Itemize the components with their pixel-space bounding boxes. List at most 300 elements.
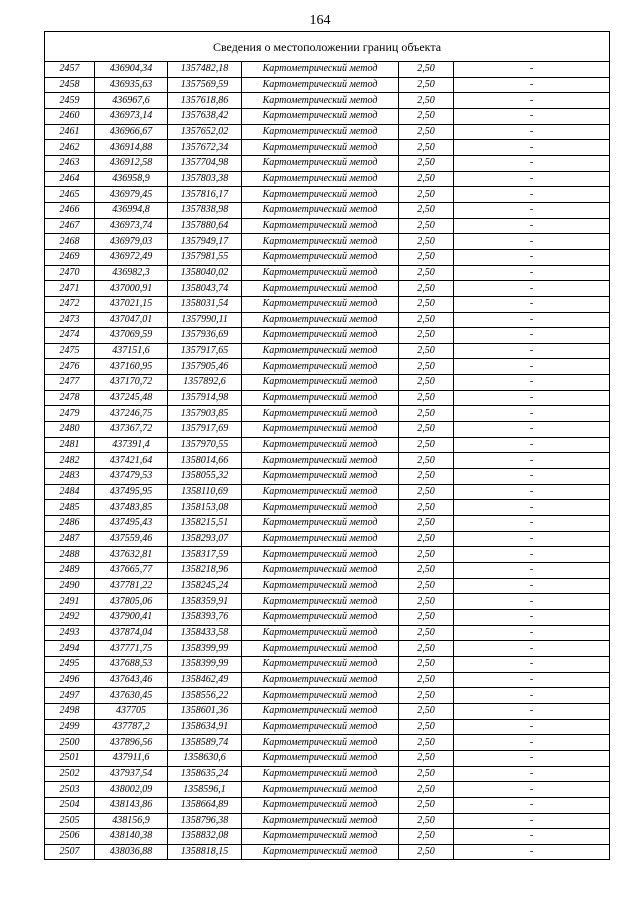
method-cell: Картометрический метод: [242, 328, 399, 344]
point-number-cell: 2496: [45, 672, 95, 688]
table-row: [45, 312, 610, 328]
x-coordinate-cell: 437911,6: [95, 750, 168, 766]
note-cell: -: [454, 187, 610, 203]
x-coordinate-cell: 436979,45: [95, 187, 168, 203]
x-coordinate-cell: 438036,88: [95, 844, 168, 860]
x-coordinate-cell: 437771,75: [95, 641, 168, 657]
y-coordinate-cell: 1357990,11: [168, 312, 242, 328]
accuracy-cell: 2,50: [399, 93, 454, 109]
point-number-cell: 2457: [45, 62, 95, 78]
method-cell: Картометрический метод: [242, 422, 399, 438]
note-cell: -: [454, 328, 610, 344]
note-cell: -: [454, 735, 610, 751]
y-coordinate-cell: 1357652,02: [168, 124, 242, 140]
note-cell: -: [454, 390, 610, 406]
y-coordinate-cell: 1357970,55: [168, 437, 242, 453]
accuracy-cell: 2,50: [399, 328, 454, 344]
x-coordinate-cell: 436973,14: [95, 108, 168, 124]
accuracy-cell: 2,50: [399, 813, 454, 829]
note-cell: -: [454, 453, 610, 469]
method-cell: Картометрический метод: [242, 124, 399, 140]
point-number-cell: 2466: [45, 202, 95, 218]
method-cell: Картометрический метод: [242, 265, 399, 281]
note-cell: -: [454, 813, 610, 829]
y-coordinate-cell: 1358040,02: [168, 265, 242, 281]
method-cell: Картометрический метод: [242, 390, 399, 406]
accuracy-cell: 2,50: [399, 516, 454, 532]
point-number-cell: 2487: [45, 531, 95, 547]
y-coordinate-cell: 1358014,66: [168, 453, 242, 469]
method-cell: Картометрический метод: [242, 829, 399, 845]
y-coordinate-cell: 1357981,55: [168, 249, 242, 265]
point-number-cell: 2467: [45, 218, 95, 234]
point-number-cell: 2507: [45, 844, 95, 860]
point-number-cell: 2500: [45, 735, 95, 751]
x-coordinate-cell: 437069,59: [95, 328, 168, 344]
table-row: [45, 766, 610, 782]
y-coordinate-cell: 1357816,17: [168, 187, 242, 203]
y-coordinate-cell: 1358245,24: [168, 578, 242, 594]
x-coordinate-cell: 437632,81: [95, 547, 168, 563]
point-number-cell: 2473: [45, 312, 95, 328]
point-number-cell: 2495: [45, 656, 95, 672]
point-number-cell: 2463: [45, 155, 95, 171]
point-number-cell: 2462: [45, 140, 95, 156]
x-coordinate-cell: 438143,86: [95, 797, 168, 813]
note-cell: -: [454, 609, 610, 625]
note-cell: -: [454, 797, 610, 813]
table-row: [45, 140, 610, 156]
table-row: [45, 672, 610, 688]
point-number-cell: 2490: [45, 578, 95, 594]
table-row: [45, 202, 610, 218]
x-coordinate-cell: 437781,22: [95, 578, 168, 594]
note-cell: -: [454, 703, 610, 719]
y-coordinate-cell: 1357949,17: [168, 234, 242, 250]
x-coordinate-cell: 436972,49: [95, 249, 168, 265]
accuracy-cell: 2,50: [399, 234, 454, 250]
y-coordinate-cell: 1357914,98: [168, 390, 242, 406]
accuracy-cell: 2,50: [399, 437, 454, 453]
y-coordinate-cell: 1358630,6: [168, 750, 242, 766]
point-number-cell: 2505: [45, 813, 95, 829]
table-row: [45, 500, 610, 516]
accuracy-cell: 2,50: [399, 296, 454, 312]
note-cell: -: [454, 234, 610, 250]
point-number-cell: 2461: [45, 124, 95, 140]
method-cell: Картометрический метод: [242, 766, 399, 782]
y-coordinate-cell: 1358399,99: [168, 641, 242, 657]
method-cell: Картометрический метод: [242, 281, 399, 297]
accuracy-cell: 2,50: [399, 359, 454, 375]
method-cell: Картометрический метод: [242, 437, 399, 453]
table-row: [45, 422, 610, 438]
point-number-cell: 2464: [45, 171, 95, 187]
y-coordinate-cell: 1358596,1: [168, 782, 242, 798]
note-cell: -: [454, 594, 610, 610]
point-number-cell: 2472: [45, 296, 95, 312]
note-cell: -: [454, 343, 610, 359]
point-number-cell: 2491: [45, 594, 95, 610]
accuracy-cell: 2,50: [399, 202, 454, 218]
x-coordinate-cell: 437665,77: [95, 563, 168, 579]
x-coordinate-cell: 436979,03: [95, 234, 168, 250]
method-cell: Картометрический метод: [242, 62, 399, 78]
point-number-cell: 2470: [45, 265, 95, 281]
table-row: [45, 782, 610, 798]
accuracy-cell: 2,50: [399, 375, 454, 391]
x-coordinate-cell: 437021,15: [95, 296, 168, 312]
note-cell: -: [454, 77, 610, 93]
x-coordinate-cell: 437688,53: [95, 656, 168, 672]
table-row: [45, 547, 610, 563]
y-coordinate-cell: 1358634,91: [168, 719, 242, 735]
page-number: 164: [309, 13, 331, 28]
note-cell: -: [454, 641, 610, 657]
method-cell: Картометрический метод: [242, 625, 399, 641]
note-cell: -: [454, 656, 610, 672]
method-cell: Картометрический метод: [242, 547, 399, 563]
x-coordinate-cell: 436958,9: [95, 171, 168, 187]
table-row: [45, 155, 610, 171]
x-coordinate-cell: 437421,64: [95, 453, 168, 469]
x-coordinate-cell: 437246,75: [95, 406, 168, 422]
accuracy-cell: 2,50: [399, 218, 454, 234]
x-coordinate-cell: 437495,95: [95, 484, 168, 500]
table-row: [45, 390, 610, 406]
y-coordinate-cell: 1358832,08: [168, 829, 242, 845]
y-coordinate-cell: 1357803,38: [168, 171, 242, 187]
note-cell: -: [454, 625, 610, 641]
table-row: [45, 124, 610, 140]
y-coordinate-cell: 1357638,42: [168, 108, 242, 124]
table-row: [45, 108, 610, 124]
y-coordinate-cell: 1358635,24: [168, 766, 242, 782]
accuracy-cell: 2,50: [399, 672, 454, 688]
y-coordinate-cell: 1357838,98: [168, 202, 242, 218]
method-cell: Картометрический метод: [242, 187, 399, 203]
point-number-cell: 2478: [45, 390, 95, 406]
point-number-cell: 2484: [45, 484, 95, 500]
x-coordinate-cell: 437937,54: [95, 766, 168, 782]
note-cell: -: [454, 422, 610, 438]
note-cell: -: [454, 265, 610, 281]
method-cell: Картометрический метод: [242, 108, 399, 124]
x-coordinate-cell: 437630,45: [95, 688, 168, 704]
y-coordinate-cell: 1358796,38: [168, 813, 242, 829]
note-cell: -: [454, 218, 610, 234]
accuracy-cell: 2,50: [399, 609, 454, 625]
x-coordinate-cell: 437391,4: [95, 437, 168, 453]
point-number-cell: 2482: [45, 453, 95, 469]
y-coordinate-cell: 1357905,46: [168, 359, 242, 375]
method-cell: Картометрический метод: [242, 93, 399, 109]
y-coordinate-cell: 1357917,65: [168, 343, 242, 359]
x-coordinate-cell: 437170,72: [95, 375, 168, 391]
y-coordinate-cell: 1358556,22: [168, 688, 242, 704]
method-cell: Картометрический метод: [242, 140, 399, 156]
y-coordinate-cell: 1357618,86: [168, 93, 242, 109]
y-coordinate-cell: 1357917,69: [168, 422, 242, 438]
y-coordinate-cell: 1357482,18: [168, 62, 242, 78]
x-coordinate-cell: 437495,43: [95, 516, 168, 532]
accuracy-cell: 2,50: [399, 844, 454, 860]
accuracy-cell: 2,50: [399, 735, 454, 751]
point-number-cell: 2468: [45, 234, 95, 250]
x-coordinate-cell: 437896,56: [95, 735, 168, 751]
method-cell: Картометрический метод: [242, 797, 399, 813]
table-row: [45, 484, 610, 500]
table-row: [45, 62, 610, 78]
method-cell: Картометрический метод: [242, 531, 399, 547]
accuracy-cell: 2,50: [399, 249, 454, 265]
method-cell: Картометрический метод: [242, 296, 399, 312]
note-cell: -: [454, 829, 610, 845]
y-coordinate-cell: 1358110,69: [168, 484, 242, 500]
x-coordinate-cell: 437483,85: [95, 500, 168, 516]
method-cell: Картометрический метод: [242, 500, 399, 516]
method-cell: Картометрический метод: [242, 375, 399, 391]
point-number-cell: 2492: [45, 609, 95, 625]
x-coordinate-cell: 437367,72: [95, 422, 168, 438]
method-cell: Картометрический метод: [242, 359, 399, 375]
method-cell: Картометрический метод: [242, 155, 399, 171]
method-cell: Картометрический метод: [242, 312, 399, 328]
y-coordinate-cell: 1358393,76: [168, 609, 242, 625]
note-cell: -: [454, 406, 610, 422]
note-cell: -: [454, 202, 610, 218]
x-coordinate-cell: 436904,34: [95, 62, 168, 78]
y-coordinate-cell: 1358664,89: [168, 797, 242, 813]
table-row: [45, 641, 610, 657]
accuracy-cell: 2,50: [399, 484, 454, 500]
method-cell: Картометрический метод: [242, 234, 399, 250]
accuracy-cell: 2,50: [399, 641, 454, 657]
table-row: [45, 797, 610, 813]
table-row: [45, 437, 610, 453]
point-number-cell: 2501: [45, 750, 95, 766]
note-cell: -: [454, 62, 610, 78]
accuracy-cell: 2,50: [399, 187, 454, 203]
table-row: [45, 77, 610, 93]
note-cell: -: [454, 296, 610, 312]
y-coordinate-cell: 1357880,64: [168, 218, 242, 234]
x-coordinate-cell: 438140,38: [95, 829, 168, 845]
table-row: [45, 656, 610, 672]
table-row: [45, 531, 610, 547]
note-cell: -: [454, 844, 610, 860]
method-cell: Картометрический метод: [242, 656, 399, 672]
x-coordinate-cell: 436966,67: [95, 124, 168, 140]
accuracy-cell: 2,50: [399, 578, 454, 594]
table-row: [45, 719, 610, 735]
point-number-cell: 2469: [45, 249, 95, 265]
note-cell: -: [454, 531, 610, 547]
method-cell: Картометрический метод: [242, 782, 399, 798]
table-row: [45, 469, 610, 485]
y-coordinate-cell: 1358218,96: [168, 563, 242, 579]
point-number-cell: 2502: [45, 766, 95, 782]
point-number-cell: 2488: [45, 547, 95, 563]
note-cell: -: [454, 672, 610, 688]
point-number-cell: 2485: [45, 500, 95, 516]
x-coordinate-cell: 437000,91: [95, 281, 168, 297]
note-cell: -: [454, 547, 610, 563]
note-cell: -: [454, 171, 610, 187]
point-number-cell: 2475: [45, 343, 95, 359]
table-row: [45, 249, 610, 265]
method-cell: Картометрический метод: [242, 343, 399, 359]
point-number-cell: 2471: [45, 281, 95, 297]
accuracy-cell: 2,50: [399, 625, 454, 641]
table-row: [45, 578, 610, 594]
note-cell: -: [454, 719, 610, 735]
method-cell: Картометрический метод: [242, 672, 399, 688]
table-row: [45, 171, 610, 187]
table-row: [45, 328, 610, 344]
method-cell: Картометрический метод: [242, 249, 399, 265]
note-cell: -: [454, 688, 610, 704]
x-coordinate-cell: 437787,2: [95, 719, 168, 735]
method-cell: Картометрический метод: [242, 594, 399, 610]
y-coordinate-cell: 1357672,34: [168, 140, 242, 156]
y-coordinate-cell: 1357936,69: [168, 328, 242, 344]
point-number-cell: 2465: [45, 187, 95, 203]
x-coordinate-cell: 437047,01: [95, 312, 168, 328]
accuracy-cell: 2,50: [399, 656, 454, 672]
method-cell: Картометрический метод: [242, 484, 399, 500]
table-row: [45, 516, 610, 532]
table-row: [45, 375, 610, 391]
method-cell: Картометрический метод: [242, 516, 399, 532]
accuracy-cell: 2,50: [399, 390, 454, 406]
accuracy-cell: 2,50: [399, 750, 454, 766]
method-cell: Картометрический метод: [242, 563, 399, 579]
point-number-cell: 2459: [45, 93, 95, 109]
accuracy-cell: 2,50: [399, 281, 454, 297]
method-cell: Картометрический метод: [242, 453, 399, 469]
table-row: [45, 93, 610, 109]
point-number-cell: 2493: [45, 625, 95, 641]
y-coordinate-cell: 1358153,08: [168, 500, 242, 516]
point-number-cell: 2504: [45, 797, 95, 813]
y-coordinate-cell: 1358601,36: [168, 703, 242, 719]
y-coordinate-cell: 1358462,49: [168, 672, 242, 688]
note-cell: -: [454, 155, 610, 171]
accuracy-cell: 2,50: [399, 171, 454, 187]
method-cell: Картометрический метод: [242, 813, 399, 829]
note-cell: -: [454, 782, 610, 798]
accuracy-cell: 2,50: [399, 469, 454, 485]
method-cell: Картометрический метод: [242, 703, 399, 719]
method-cell: Картометрический метод: [242, 578, 399, 594]
accuracy-cell: 2,50: [399, 829, 454, 845]
y-coordinate-cell: 1358359,91: [168, 594, 242, 610]
y-coordinate-cell: 1358818,15: [168, 844, 242, 860]
accuracy-cell: 2,50: [399, 343, 454, 359]
table-row: [45, 296, 610, 312]
accuracy-cell: 2,50: [399, 265, 454, 281]
y-coordinate-cell: 1358589,74: [168, 735, 242, 751]
note-cell: -: [454, 140, 610, 156]
point-number-cell: 2480: [45, 422, 95, 438]
point-number-cell: 2481: [45, 437, 95, 453]
y-coordinate-cell: 1358055,32: [168, 469, 242, 485]
accuracy-cell: 2,50: [399, 155, 454, 171]
accuracy-cell: 2,50: [399, 531, 454, 547]
note-cell: -: [454, 563, 610, 579]
note-cell: -: [454, 124, 610, 140]
method-cell: Картометрический метод: [242, 750, 399, 766]
table-row: [45, 187, 610, 203]
point-number-cell: 2494: [45, 641, 95, 657]
note-cell: -: [454, 375, 610, 391]
accuracy-cell: 2,50: [399, 766, 454, 782]
accuracy-cell: 2,50: [399, 703, 454, 719]
point-number-cell: 2503: [45, 782, 95, 798]
accuracy-cell: 2,50: [399, 500, 454, 516]
point-number-cell: 2474: [45, 328, 95, 344]
boundary-table: [44, 31, 610, 860]
accuracy-cell: 2,50: [399, 797, 454, 813]
table-row: [45, 844, 610, 860]
point-number-cell: 2499: [45, 719, 95, 735]
x-coordinate-cell: 436973,74: [95, 218, 168, 234]
method-cell: Картометрический метод: [242, 609, 399, 625]
x-coordinate-cell: 437874,04: [95, 625, 168, 641]
y-coordinate-cell: 1358399,99: [168, 656, 242, 672]
x-coordinate-cell: 437160,95: [95, 359, 168, 375]
y-coordinate-cell: 1358031,54: [168, 296, 242, 312]
table-row: [45, 359, 610, 375]
y-coordinate-cell: 1358293,07: [168, 531, 242, 547]
x-coordinate-cell: 437705: [95, 703, 168, 719]
table-row: [45, 688, 610, 704]
x-coordinate-cell: 437151,6: [95, 343, 168, 359]
y-coordinate-cell: 1357569,59: [168, 77, 242, 93]
table-row: [45, 265, 610, 281]
x-coordinate-cell: 436914,88: [95, 140, 168, 156]
note-cell: -: [454, 359, 610, 375]
accuracy-cell: 2,50: [399, 422, 454, 438]
y-coordinate-cell: 1358433,58: [168, 625, 242, 641]
note-cell: -: [454, 484, 610, 500]
note-cell: -: [454, 500, 610, 516]
note-cell: -: [454, 249, 610, 265]
accuracy-cell: 2,50: [399, 312, 454, 328]
point-number-cell: 2489: [45, 563, 95, 579]
table-row: [45, 609, 610, 625]
x-coordinate-cell: 436935,63: [95, 77, 168, 93]
table-row: [45, 406, 610, 422]
table-row: [45, 343, 610, 359]
y-coordinate-cell: 1358317,59: [168, 547, 242, 563]
table-row: [45, 281, 610, 297]
method-cell: Картометрический метод: [242, 719, 399, 735]
x-coordinate-cell: 437479,53: [95, 469, 168, 485]
table-row: [45, 735, 610, 751]
x-coordinate-cell: 437805,06: [95, 594, 168, 610]
method-cell: Картометрический метод: [242, 77, 399, 93]
note-cell: -: [454, 750, 610, 766]
table-row: [45, 625, 610, 641]
x-coordinate-cell: 436994,8: [95, 202, 168, 218]
accuracy-cell: 2,50: [399, 62, 454, 78]
point-number-cell: 2497: [45, 688, 95, 704]
table-row: [45, 234, 610, 250]
x-coordinate-cell: 436982,3: [95, 265, 168, 281]
table-row: [45, 813, 610, 829]
